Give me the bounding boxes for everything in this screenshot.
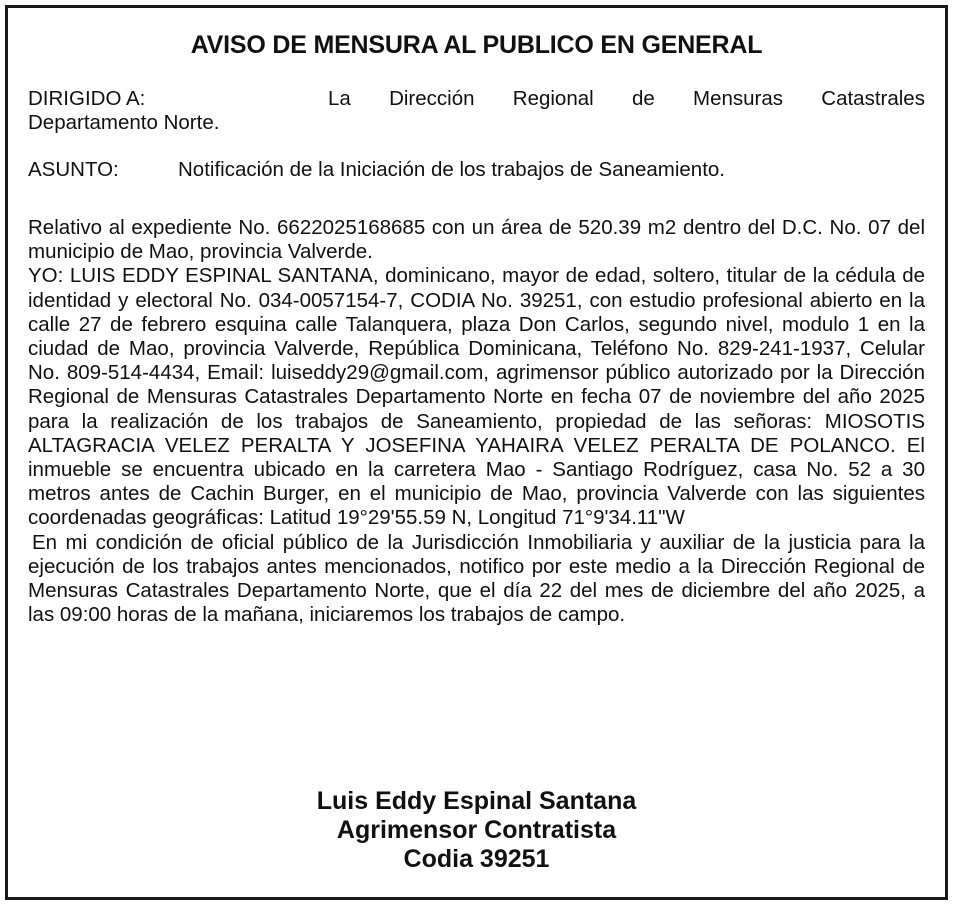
addressee-section xyxy=(28,87,925,135)
declaration-paragraph: YO: LUIS EDDY ESPINAL SANTANA, dominicano, mayor de edad, soltero, titular de la cédula de identidad y electoral No. 034-0057154-7, CODIA No. 39251, con estudio profesional abierto en la calle 27 de febrero esquina calle Talanquera, plaza Don Carlos, segundo nivel, modulo 1 en la ciudad de Mao, provincia Valverde, República Dominicana, Teléfono No. 829-241-1937, Celular No. 809-514-4434, Email: luiseddy29@gmail.com, agrimensor público autorizado por la Dirección Regional de Mensuras Catastrales Departamento Norte en fecha 07 de noviembre del año 2025 para la realización de los trabajos de Saneamiento, propiedad de las señoras: MIOSOTIS ALTAGRACIA VELEZ PERALTA Y JOSEFINA YAHAIRA VELEZ PERALTA DE POLANCO. El inmueble se encuentra ubicado en la carretera Mao - Santiago Rodríguez, casa No. 52 a 30 metros antes de Cachin Burger, en el municipio de Mao, provincia Valverde con las siguientes coordenadas geográficas: Latitud 19°29'55.59 N, Longitud 71°9'34.11"W xyxy=(28,264,925,530)
notification-paragraph: En mi condición de oficial público de la Jurisdicción Inmobiliaria y auxiliar de la justicia para la ejecución de los trabajos antes mencionados, notifico por este medio a la Dirección Regional de Mensuras Catastrales Departamento Norte, que el día 22 del mes de diciembre del año 2025, a las 09:00 horas de la mañana, iniciaremos los trabajos de campo. xyxy=(28,530,925,627)
notice-title: AVISO DE MENSURA AL PUBLICO EN GENERAL xyxy=(190,31,763,59)
addressee-name xyxy=(328,87,925,111)
addressee-word: Dirección xyxy=(389,87,475,110)
addressee-label: DIRIGIDO A: xyxy=(28,87,146,110)
signatory-codia: Codia 39251 xyxy=(403,845,550,873)
subject-label: ASUNTO: xyxy=(28,158,119,181)
addressee-continuation: Departamento Norte. xyxy=(28,111,220,135)
addressee-word: Catastrales xyxy=(821,87,925,110)
addressee-word: Regional xyxy=(512,87,594,110)
signatory-name: Luis Eddy Espinal Santana xyxy=(316,787,637,815)
signatory-role: Agrimensor Contratista xyxy=(336,816,617,844)
addressee-word: de xyxy=(631,87,655,110)
addressee-first-line xyxy=(28,87,925,111)
notice-body xyxy=(28,216,925,627)
subject-text: Notificación de la Iniciación de los trabajos de Saneamiento. xyxy=(178,158,725,181)
signature-block xyxy=(8,787,945,874)
file-reference-paragraph: Relativo al expediente No. 6622025168685 con un área de 520.39 m2 dentro del D.C. No. 07 del municipio de Mao, provincia Valverde. xyxy=(28,216,925,264)
notice-box xyxy=(5,5,948,900)
addressee-word: Mensuras xyxy=(693,87,784,110)
addressee-word: La xyxy=(328,87,351,110)
subject-section xyxy=(28,158,925,182)
